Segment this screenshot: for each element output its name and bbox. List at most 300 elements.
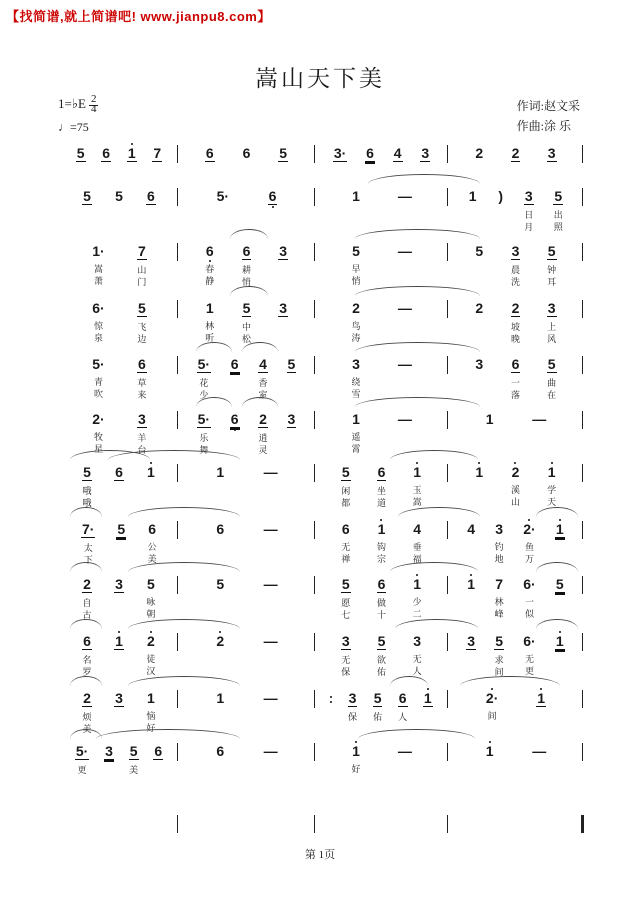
note-glyph: 1 — [413, 576, 422, 592]
music-system — [60, 408, 585, 456]
note — [412, 518, 422, 565]
key-signature-block — [58, 92, 98, 135]
lyric-verse2 — [485, 723, 499, 734]
lyric-verse1: 恼 — [146, 711, 156, 721]
note — [341, 630, 351, 678]
lyric-verse2 — [116, 555, 126, 566]
note-glyph: 6 — [216, 743, 225, 759]
lyric-verse1: 日 — [524, 210, 534, 220]
lyric-verse2: 灵 — [258, 445, 268, 455]
lyric-verse1: 保 — [347, 712, 357, 722]
measure — [448, 740, 583, 788]
note-glyph: 5 — [495, 633, 504, 649]
note — [242, 297, 252, 345]
composer-credit: 作曲:涂 乐 — [516, 119, 571, 133]
lyric-verse2 — [230, 390, 240, 401]
flat-sign: ♭ — [71, 96, 78, 111]
note — [215, 630, 225, 677]
lyric-verse1 — [397, 264, 412, 275]
note — [258, 408, 268, 456]
lyric-verse2 — [215, 666, 225, 677]
lyric-verse2: 星 — [93, 444, 103, 454]
lyric-verse1: 遥 — [351, 432, 361, 442]
measure — [178, 812, 315, 832]
note-glyph: 1 — [147, 464, 155, 480]
note — [258, 353, 268, 401]
lyric-verse1: 咏 — [146, 597, 156, 607]
note — [215, 461, 225, 508]
lyric-verse2: 来 — [137, 390, 147, 400]
lyric-verse2: 雪 — [351, 389, 361, 399]
note — [82, 185, 92, 233]
note-glyph: 6 — [242, 145, 251, 161]
note — [555, 518, 565, 566]
note-glyph: 1 — [115, 633, 123, 649]
note — [348, 687, 358, 735]
lyric-verse1: 出 — [553, 210, 563, 220]
measure — [178, 630, 315, 678]
parenthesis-mark — [497, 185, 504, 232]
tempo-marking: ♩=75 — [58, 120, 89, 134]
duration-dash — [397, 740, 412, 787]
lyric-verse2: 道 — [376, 498, 386, 508]
lyric-verse1 — [263, 654, 278, 665]
duration-dash — [263, 573, 278, 620]
note — [205, 297, 215, 344]
note-glyph: 3 — [413, 633, 422, 649]
note — [522, 573, 536, 620]
note-glyph: 5 — [377, 633, 386, 649]
measure — [448, 687, 583, 735]
key-note: E — [77, 96, 86, 111]
note — [242, 142, 252, 189]
note-glyph: 2 — [475, 300, 484, 316]
lyric-verse2: 地 — [494, 554, 504, 564]
lyric-verse1 — [531, 432, 546, 443]
lyric-verse1 — [114, 486, 124, 497]
lyric-verse2 — [555, 667, 565, 678]
lyric-verse2: 保 — [341, 667, 351, 677]
note — [474, 461, 484, 508]
measure — [448, 630, 583, 678]
lyric-verse2: 萧 — [93, 276, 103, 286]
measure — [448, 353, 583, 401]
note-glyph: 1 — [423, 690, 432, 706]
note — [412, 461, 422, 508]
lyric-verse1: 好 — [351, 764, 361, 774]
note-glyph: 2 — [511, 145, 520, 161]
measure — [178, 740, 315, 788]
lyric-verse2 — [114, 667, 124, 678]
lyric-verse1 — [278, 167, 288, 178]
jianpu8-banner-link[interactable]: 【找简谱,就上简谱吧! www.jianpu8.com】 — [6, 9, 271, 24]
lyric-verse2: 十 — [376, 610, 386, 620]
lyric-verse1 — [397, 377, 412, 388]
lyric-verse2 — [263, 497, 278, 508]
measure — [178, 297, 315, 345]
lyric-verse2: 更 — [524, 666, 534, 676]
note — [75, 740, 89, 788]
note — [287, 353, 297, 401]
measure — [60, 185, 178, 233]
note-glyph: 1 — [485, 743, 494, 759]
music-system — [60, 240, 585, 288]
note — [468, 185, 478, 232]
note-glyph: 1 — [475, 464, 484, 480]
lyric-verse2 — [75, 777, 89, 788]
note-glyph: 2 — [475, 145, 484, 161]
note — [278, 142, 288, 190]
lyric-verse1 — [397, 764, 412, 775]
note-glyph: 6· — [523, 633, 536, 649]
music-system — [60, 630, 585, 678]
measure — [448, 518, 583, 566]
note-glyph: ) — [498, 188, 504, 204]
measure — [448, 240, 583, 288]
lyric-verse2: 七 — [341, 610, 351, 620]
note-glyph: 6 — [398, 690, 407, 706]
note-glyph: 6 — [341, 521, 350, 537]
note-glyph: 3 — [279, 243, 288, 259]
lyric-verse2: 朝 — [146, 609, 156, 619]
note-glyph: 7· — [81, 521, 95, 537]
lyric-verse1 — [468, 209, 478, 220]
note — [82, 461, 92, 509]
lyric-verse1: 自 — [82, 598, 92, 608]
note — [522, 518, 536, 565]
time-top: 2 — [90, 93, 97, 105]
note — [76, 142, 86, 190]
duration-dash — [531, 408, 546, 455]
lyric-verse1: 更 — [77, 765, 87, 775]
lyric-verse2: 二 — [412, 609, 422, 619]
note — [341, 573, 351, 621]
note — [466, 518, 476, 565]
note-glyph: 6 — [148, 521, 156, 537]
note — [377, 461, 387, 509]
note-glyph: 3 — [524, 188, 533, 204]
lyric-verse1: 钓 — [494, 542, 504, 552]
lyric-verse2: 照 — [553, 222, 563, 232]
note-glyph: 1 — [413, 464, 422, 480]
lyric-verse2 — [263, 554, 278, 565]
measure — [315, 185, 448, 233]
note-glyph: 6 — [268, 188, 277, 204]
note — [351, 353, 361, 400]
lyric-verse1 — [287, 433, 297, 444]
note-glyph: 1 — [537, 690, 546, 706]
note-glyph: 2 — [147, 633, 155, 649]
lyric-verse2: 室 — [258, 390, 268, 400]
lyric-verse1: 垂 — [412, 542, 422, 552]
lyric-verse2: 间 — [494, 667, 504, 677]
lyric-verse2: 宗 — [376, 554, 386, 564]
note — [278, 297, 288, 345]
note — [511, 240, 521, 288]
duration-dash — [263, 461, 278, 508]
lyric-verse1: 鱼 — [524, 542, 534, 552]
note-glyph: 3 — [279, 300, 288, 316]
note-glyph: — — [263, 743, 277, 759]
lyric-verse1: 求 — [494, 655, 504, 665]
note-glyph: 6 — [377, 576, 386, 592]
duration-dash — [263, 740, 278, 787]
lyric-verse2: 峰 — [494, 609, 504, 619]
note — [146, 185, 156, 233]
lyric-verse1: 无 — [341, 542, 351, 552]
lyric-verse1 — [333, 167, 347, 178]
note-glyph: — — [532, 743, 546, 759]
lyric-verse2: 少 — [199, 390, 209, 400]
lyric-verse2 — [497, 221, 504, 232]
lyric-verse1 — [76, 167, 86, 178]
note-glyph: 5· — [197, 356, 211, 372]
note-glyph: 3 — [115, 576, 123, 592]
note-glyph: 3 — [352, 356, 360, 372]
measure — [178, 573, 315, 621]
note-glyph: 5· — [92, 356, 105, 372]
octave-dot-low — [272, 206, 274, 208]
note-glyph: 1 — [377, 521, 386, 537]
note-glyph: 5 — [137, 300, 146, 316]
lyric-verse1: 坡 — [510, 322, 520, 332]
note — [215, 687, 225, 734]
measure — [60, 740, 178, 788]
note — [474, 297, 484, 344]
lyric-verse1 — [230, 433, 240, 444]
lyric-verse2: 泉 — [93, 333, 103, 343]
lyric-verse1: 名 — [82, 655, 92, 665]
note-glyph: 5 — [76, 145, 85, 161]
duration-dash — [263, 518, 278, 565]
note-glyph: 1 — [127, 145, 136, 161]
note — [351, 185, 361, 232]
measure — [60, 142, 178, 190]
note — [242, 240, 252, 288]
note — [351, 740, 361, 787]
lyric-verse1: 无 — [524, 654, 534, 664]
lyric-verse2 — [397, 776, 412, 787]
music-system — [60, 297, 585, 345]
octave-dot-low — [234, 429, 236, 431]
note — [511, 461, 521, 508]
note-glyph: 6 — [377, 464, 386, 480]
note — [511, 353, 521, 401]
music-system — [60, 687, 585, 735]
lyric-verse1: 飞 — [137, 322, 147, 332]
note — [341, 518, 351, 565]
lyric-verse2 — [263, 609, 278, 620]
note-glyph: 3 — [495, 521, 504, 537]
note — [412, 573, 422, 620]
note-glyph: 3 — [511, 243, 520, 259]
lyric-verse2 — [536, 724, 546, 735]
lyric-verse2: 悄 — [351, 276, 361, 286]
lyric-verse1 — [263, 711, 278, 722]
lyric-verse2 — [82, 222, 92, 233]
lyric-verse2: 美 — [82, 724, 92, 734]
note-glyph: 1 — [352, 188, 360, 204]
duration-dash — [263, 687, 278, 734]
note — [215, 518, 225, 565]
lyric-verse1 — [101, 167, 111, 178]
lyric-verse2 — [531, 444, 546, 455]
lyric-verse1: 愿 — [341, 598, 351, 608]
lyric-verse1 — [152, 167, 162, 178]
duration-dash — [263, 630, 278, 677]
note-glyph: 6 — [154, 743, 163, 759]
lyric-verse1 — [104, 765, 114, 776]
music-system — [60, 142, 585, 190]
note-glyph: 2 — [259, 411, 267, 427]
note-glyph: 5 — [341, 576, 350, 592]
lyric-verse1 — [555, 598, 565, 609]
note — [398, 687, 408, 735]
lyric-verse2 — [351, 776, 361, 787]
note — [205, 240, 215, 287]
note-glyph: 7 — [153, 145, 162, 161]
lyric-verse1 — [485, 764, 495, 775]
lyric-verse1 — [466, 542, 476, 553]
measure — [315, 240, 448, 288]
lyric-verse1 — [215, 764, 225, 775]
lyric-verse1 — [474, 264, 484, 275]
music-system — [60, 185, 585, 233]
lyric-verse2: 吹 — [93, 389, 103, 399]
note — [377, 573, 387, 621]
lyric-verse1: 做 — [376, 598, 386, 608]
measure — [178, 687, 315, 735]
measure — [448, 573, 583, 621]
lyric-verse1 — [474, 377, 484, 388]
measure — [178, 240, 315, 288]
lyric-verse1 — [351, 209, 361, 220]
note-glyph: 5 — [147, 576, 155, 592]
lyric-verse1: 溪 — [510, 485, 520, 495]
note — [547, 240, 557, 288]
note-glyph: 1· — [92, 243, 105, 259]
lyric-verse1 — [397, 321, 412, 332]
lyric-verse1: 上 — [547, 322, 557, 332]
lyric-verse2 — [351, 221, 361, 232]
lyric-verse1: 玉 — [412, 485, 422, 495]
lyric-verse1: 闲 — [341, 486, 351, 496]
lyric-verse2 — [129, 777, 139, 788]
measure — [60, 461, 178, 509]
lyric-verse1: 鸟 — [351, 321, 361, 331]
lyric-verse2 — [287, 445, 297, 456]
lyric-verse1: 逍 — [258, 433, 268, 443]
lyric-verse1 — [116, 543, 126, 554]
lyric-verse2 — [468, 221, 478, 232]
note-glyph: — — [263, 576, 277, 592]
lyric-verse1 — [555, 655, 565, 666]
lyric-verse1 — [205, 167, 215, 178]
lyric-verse1 — [466, 597, 476, 608]
note-glyph: 5 — [242, 300, 251, 316]
lyric-verse1 — [153, 765, 163, 776]
note — [91, 297, 105, 344]
note — [82, 687, 92, 735]
lyric-verse1 — [114, 209, 124, 220]
measure — [178, 185, 315, 233]
lyric-verse2 — [153, 777, 163, 788]
note-glyph: 2 — [83, 690, 91, 706]
lyric-verse1 — [474, 321, 484, 332]
note — [91, 408, 105, 455]
duration-dash — [397, 408, 412, 455]
lyric-verse1: 哦 — [82, 486, 92, 496]
note-glyph: 6 — [147, 188, 155, 204]
measure — [178, 142, 315, 190]
music-system — [60, 812, 585, 832]
note-glyph: — — [263, 521, 277, 537]
note-glyph: 5 — [555, 576, 564, 592]
note-glyph: 3 — [105, 743, 113, 759]
music-system — [60, 518, 585, 566]
note — [91, 353, 105, 400]
note — [146, 461, 156, 508]
lyric-verse1: 坐 — [376, 486, 386, 496]
note-glyph: 2 — [511, 464, 520, 480]
lyric-verse2: 嵩 — [412, 497, 422, 507]
note — [547, 297, 557, 345]
lyric-verse2: 落 — [510, 390, 520, 400]
lyric-verse1: 欲 — [376, 655, 386, 665]
note-glyph: 3 — [547, 145, 556, 161]
note — [547, 142, 557, 190]
lyric-verse2: 月 — [524, 222, 534, 232]
note — [536, 687, 546, 735]
measure — [315, 408, 448, 456]
note — [205, 142, 215, 190]
note-glyph: 4 — [259, 356, 267, 372]
note-glyph: 5 — [547, 243, 556, 259]
lyric-verse1: 无 — [341, 655, 351, 665]
lyric-verse2: 静 — [205, 276, 215, 286]
lyric-verse2: 霄 — [351, 444, 361, 454]
lyric-verse2: 罗 — [82, 667, 92, 677]
note-glyph: 3 — [475, 356, 484, 372]
lyric-verse2: 悄 — [241, 277, 251, 287]
note — [147, 518, 157, 565]
lyric-verse2: 好 — [146, 723, 156, 733]
measure — [315, 518, 448, 566]
note-glyph: 1 — [468, 188, 477, 204]
note-glyph: 6 — [205, 145, 214, 161]
lyric-verse2 — [114, 221, 124, 232]
lyric-verse1 — [263, 542, 278, 553]
measure — [60, 573, 178, 621]
measure — [60, 408, 178, 456]
lyric-verse2: 风 — [547, 334, 557, 344]
lyric-verse1: 钟 — [547, 265, 557, 275]
repeat-dots-icon — [330, 690, 332, 708]
note-glyph: 6 — [205, 243, 214, 259]
note — [146, 573, 156, 620]
note — [230, 408, 240, 456]
note-glyph: 5 — [373, 690, 382, 706]
note — [341, 461, 351, 509]
lyric-verse2 — [466, 554, 476, 565]
note-glyph: 1 — [205, 300, 214, 316]
lyric-verse1 — [127, 167, 137, 178]
note-glyph: 2· — [523, 521, 536, 537]
note-glyph: 1 — [216, 464, 225, 480]
note-glyph: 5 — [129, 743, 138, 759]
note — [547, 461, 557, 508]
measure — [315, 461, 448, 509]
